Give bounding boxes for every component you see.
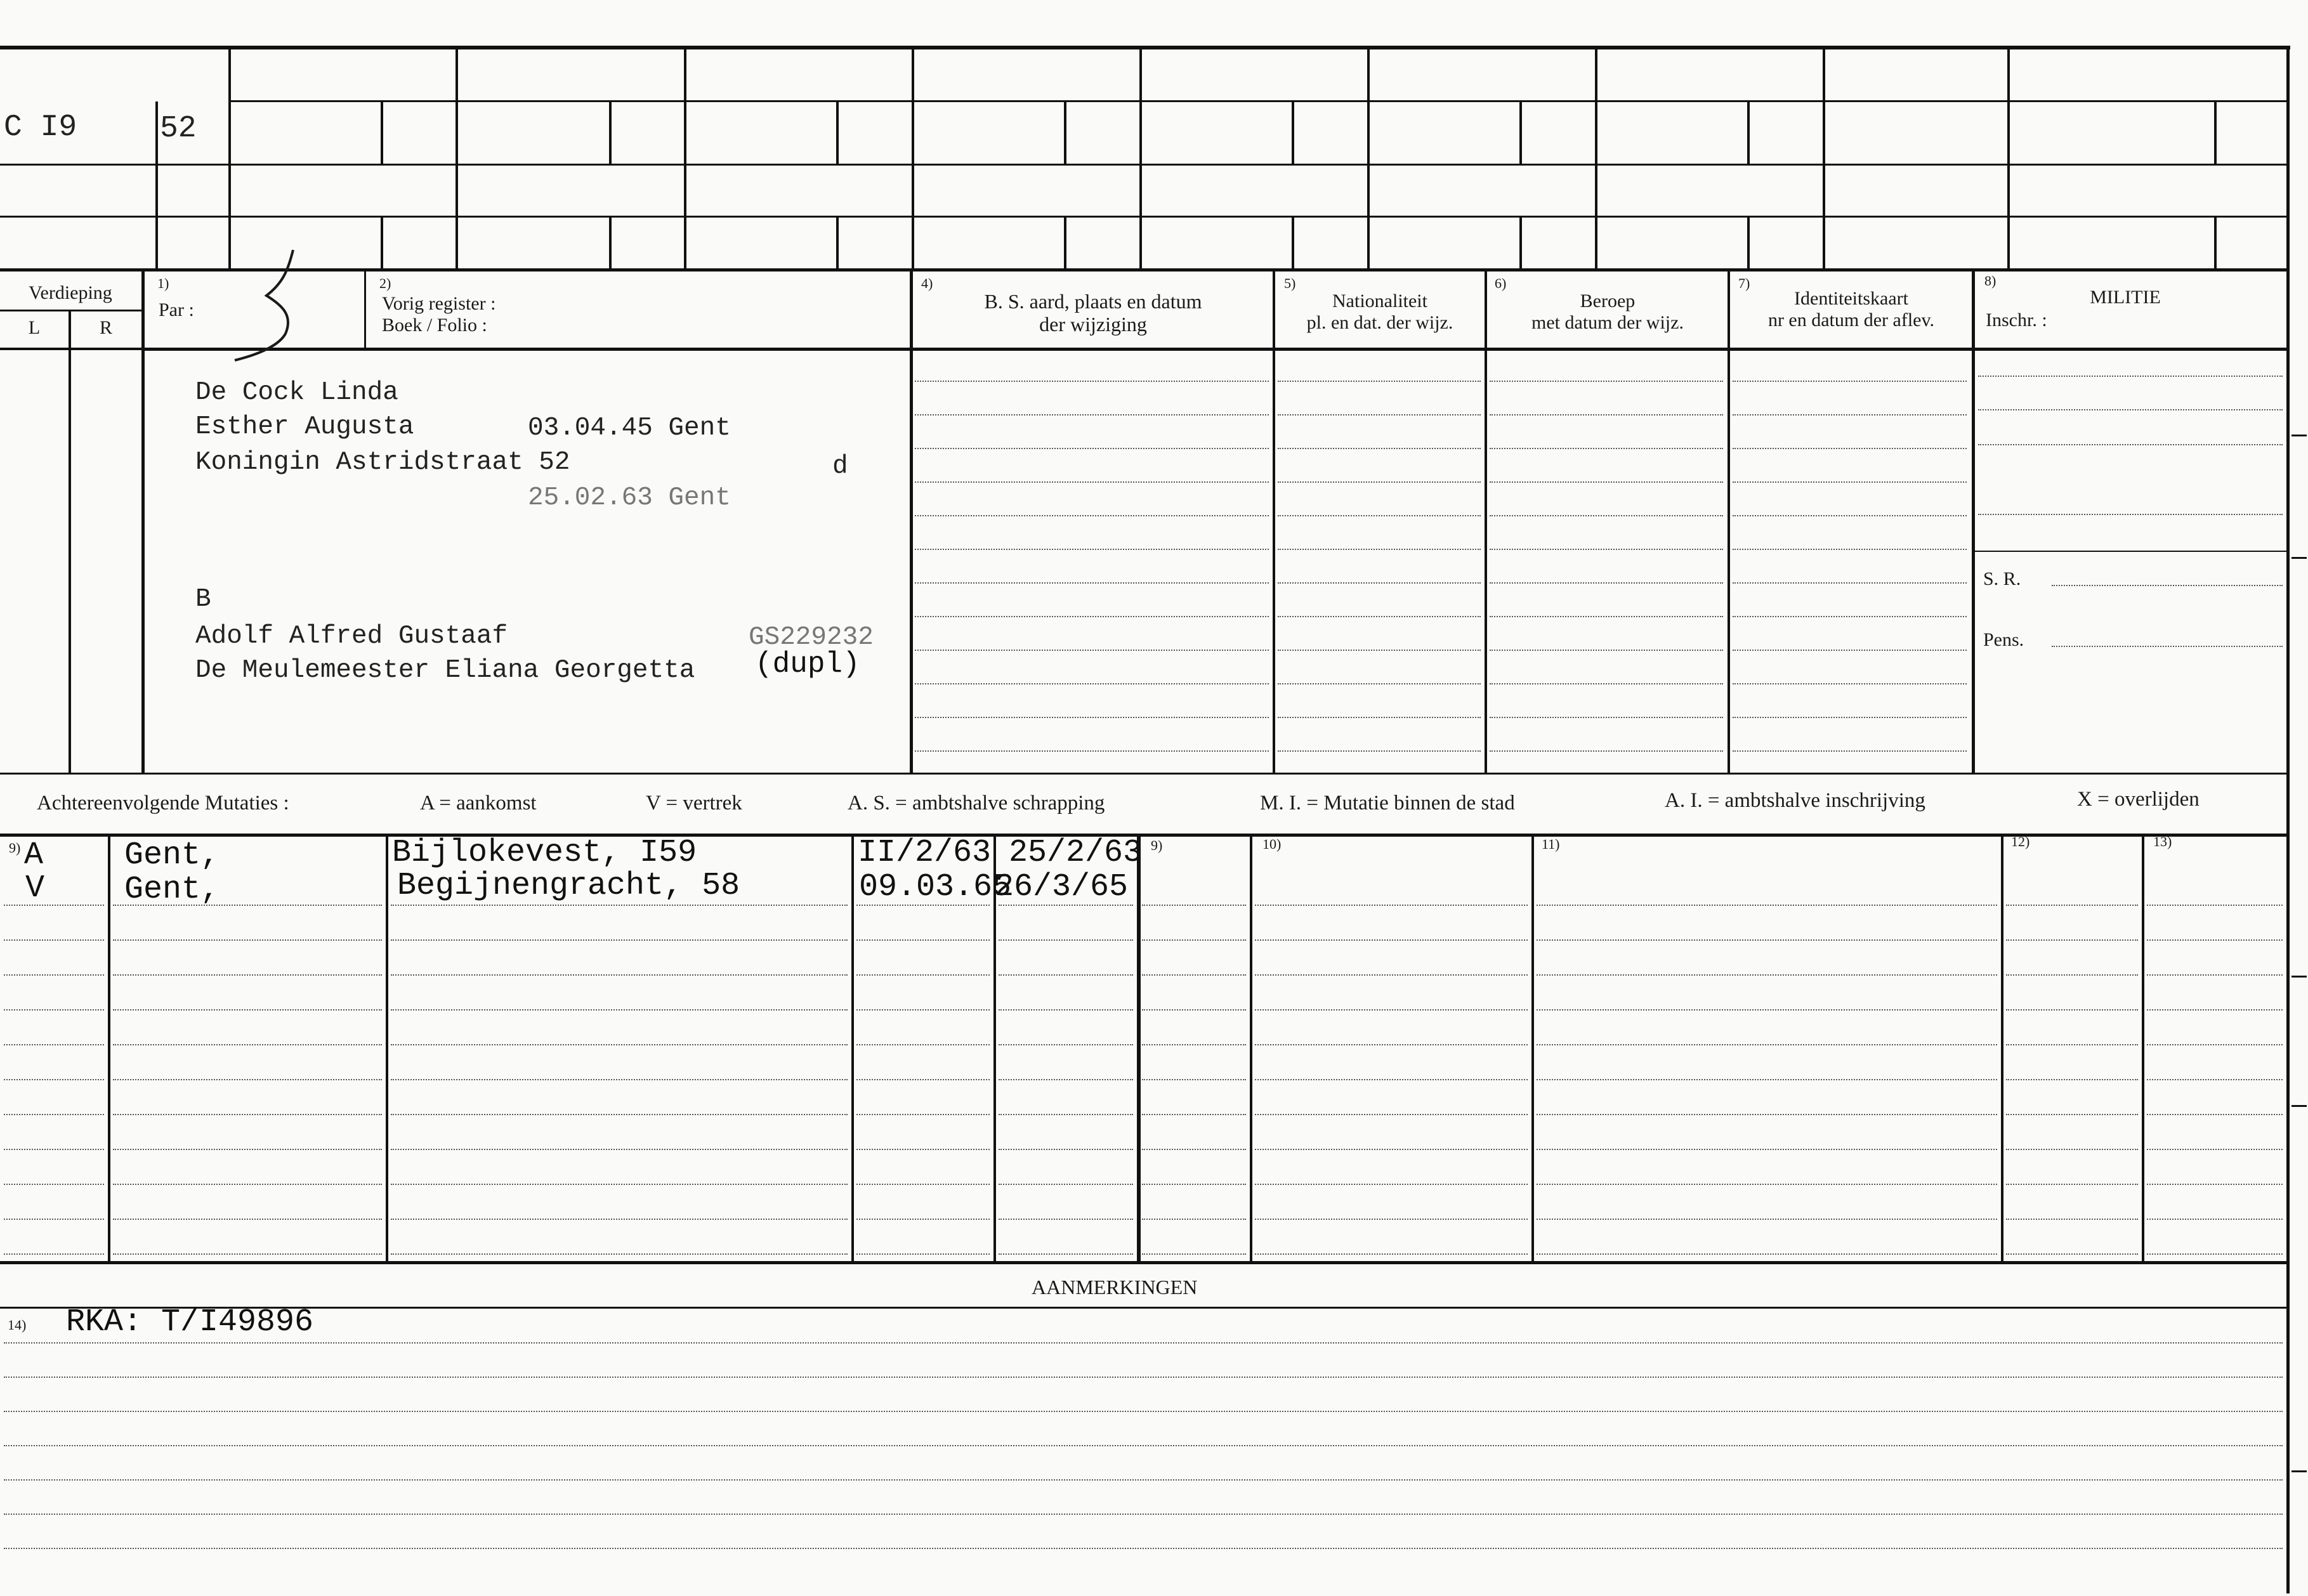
grid-line (1292, 217, 1294, 270)
dotted-line (1733, 381, 1967, 382)
dotted-line (2006, 1149, 2138, 1150)
dotted-line (391, 1044, 848, 1045)
dotted-line (4, 1548, 2283, 1549)
grid-line (1747, 217, 1750, 270)
legend-death: X = overlijden (2077, 788, 2200, 811)
dotted-line (1490, 683, 1723, 684)
dotted-line (4, 1149, 104, 1150)
grid-line (2214, 217, 2217, 270)
grid-line (0, 1261, 2288, 1264)
dotted-line (391, 1184, 848, 1185)
grid-line (69, 310, 71, 774)
dotted-line (1278, 683, 1481, 684)
marker-d: d (832, 452, 848, 481)
dotted-line (113, 1009, 382, 1011)
beroep-header-line1: Beroep (1580, 291, 1636, 311)
dotted-line (113, 1114, 382, 1115)
dotted-line (391, 939, 848, 941)
dotted-line (1255, 1149, 1528, 1150)
dotted-line (4, 1479, 2283, 1481)
dotted-line (113, 1253, 382, 1255)
grid-line (1972, 268, 1975, 774)
col-number: 9) (9, 840, 21, 856)
dotted-line (1255, 974, 1528, 976)
dotted-line (2147, 1184, 2283, 1185)
grid-line (0, 773, 2288, 775)
dotted-line (1490, 515, 1723, 516)
dotted-line (856, 1149, 990, 1150)
grid-line (912, 46, 914, 270)
card-ref-number: 52 (160, 112, 197, 146)
legend-ai: A. I. = ambtshalve inschrijving (1665, 789, 1925, 812)
dotted-line (856, 1044, 990, 1045)
dotted-line (1278, 549, 1481, 550)
dotted-line (915, 549, 1269, 550)
field-number: 6) (1495, 275, 1507, 291)
dotted-line (4, 1514, 2283, 1515)
dotted-line (1142, 1044, 1246, 1045)
dotted-line (2006, 974, 2138, 976)
id-card-header-line2: nr en datum der aflev. (1767, 310, 1935, 330)
dotted-line (915, 650, 1269, 651)
dotted-line (1142, 974, 1246, 976)
sr-label: S. R. (1983, 568, 2021, 589)
dotted-line (113, 1149, 382, 1150)
dotted-line (113, 1079, 382, 1080)
dotted-line (4, 1342, 2283, 1344)
dotted-line (1978, 376, 2283, 377)
dotted-line (1537, 1219, 1997, 1220)
right-border (2286, 46, 2290, 1593)
grid-line (1485, 268, 1487, 774)
edge-mark (2292, 435, 2307, 436)
remarks-text: RKA: T/I49896 (66, 1304, 314, 1340)
dotted-line (391, 1114, 848, 1115)
col-number: 13) (2153, 834, 2172, 849)
dotted-line (915, 515, 1269, 516)
dotted-line (915, 616, 1269, 617)
grid-line (2001, 835, 2003, 1261)
grid-line (141, 268, 145, 774)
dotted-line (113, 1184, 382, 1185)
dotted-line (2006, 905, 2138, 906)
dotted-line (1278, 448, 1481, 449)
legend-as: A. S. = ambtshalve schrapping (848, 792, 1105, 814)
mutation-date1: 09.03.65 (859, 869, 1012, 905)
grid-line (609, 101, 612, 165)
dotted-line (1537, 939, 1997, 941)
dotted-line (1537, 1253, 1997, 1255)
dotted-line (1255, 905, 1528, 906)
grid-line (386, 835, 388, 1261)
grid-line (910, 268, 913, 774)
dotted-line (2147, 1079, 2283, 1080)
grid-line (836, 217, 839, 270)
grid-line (2007, 46, 2010, 270)
grid-line (364, 268, 366, 349)
dotted-line (391, 1009, 848, 1011)
legend-departure: V = vertrek (646, 792, 742, 814)
inschr-label: Inschr. : (1986, 310, 2047, 330)
mutation-date2: 26/3/65 (995, 869, 1129, 905)
dotted-line (2147, 1219, 2283, 1220)
dotted-line (1142, 1253, 1246, 1255)
bs-header-line1: B. S. aard, plaats en datum (984, 290, 1202, 313)
dotted-line (391, 974, 848, 976)
grid-line (1137, 835, 1141, 1261)
dotted-line (856, 974, 990, 976)
dotted-line (4, 1184, 104, 1185)
dotted-line (915, 750, 1269, 752)
par-label: Par : (159, 299, 194, 320)
grid-line (1823, 46, 1825, 270)
grid-line (143, 348, 2288, 351)
bs-header-line2: der wijziging (1039, 313, 1147, 336)
dotted-line (1537, 905, 1997, 906)
dotted-line (1733, 717, 1967, 718)
dotted-line (1278, 515, 1481, 516)
dotted-line (2006, 1009, 2138, 1011)
dotted-line (1255, 939, 1528, 941)
dotted-line (856, 1114, 990, 1115)
card-ref-code: C I9 (4, 110, 77, 145)
dotted-line (2147, 1149, 2283, 1150)
dotted-line (1142, 939, 1246, 941)
legend-mi: M. I. = Mutatie binnen de stad (1260, 792, 1515, 814)
grid-line (1728, 268, 1730, 774)
dotted-line (113, 974, 382, 976)
dotted-line (2147, 1044, 2283, 1045)
dotted-line (1733, 549, 1967, 550)
dotted-line (1255, 1184, 1528, 1185)
dotted-line (915, 381, 1269, 382)
grid-line (1292, 101, 1294, 165)
field-number: 2) (379, 275, 391, 291)
grid-line (2142, 835, 2144, 1261)
dotted-line (999, 1219, 1133, 1220)
dotted-line (999, 1009, 1133, 1011)
dotted-line (1733, 616, 1967, 617)
grid-line (1747, 101, 1750, 165)
dotted-line (1978, 409, 2283, 410)
dotted-line (1255, 1009, 1528, 1011)
dotted-line (1490, 414, 1723, 415)
grid-line (851, 835, 854, 1261)
dotted-line (1733, 481, 1967, 483)
grid-line (1064, 101, 1066, 165)
dotted-line (2147, 974, 2283, 976)
grid-line (684, 46, 686, 270)
dotted-line (1278, 414, 1481, 415)
grid-line (1250, 835, 1252, 1261)
dotted-line (1255, 1253, 1528, 1255)
dotted-line (4, 905, 104, 906)
dotted-line (1142, 1184, 1246, 1185)
mutation-city: Gent, (124, 837, 220, 873)
person-father: Adolf Alfred Gustaaf (195, 622, 508, 651)
dotted-line (391, 1149, 848, 1150)
dotted-line (4, 974, 104, 976)
person-name-line2: Esther Augusta (195, 412, 414, 442)
dotted-line (999, 1253, 1133, 1255)
grid-line (1531, 835, 1534, 1261)
edge-mark (2292, 557, 2307, 559)
dotted-line (4, 1411, 2283, 1412)
person-id-code: GS229232 (749, 623, 874, 652)
grid-line (228, 46, 231, 270)
dupl-marker: (dupl) (755, 648, 860, 681)
person-mother: De Meulemeester Eliana Georgetta (195, 656, 695, 685)
dotted-line (4, 1044, 104, 1045)
grid-line (1064, 217, 1066, 270)
col-number: 10) (1262, 836, 1282, 852)
dotted-line (1278, 481, 1481, 483)
field-number: 4) (921, 275, 933, 291)
field-number: 5) (1284, 275, 1296, 291)
dotted-line (1537, 1149, 1997, 1150)
dotted-line (1142, 1149, 1246, 1150)
grid-line (2214, 101, 2217, 165)
dotted-line (2147, 905, 2283, 906)
nationality-header-line2: pl. en dat. der wijz. (1306, 312, 1453, 333)
grid-line (0, 1307, 2288, 1309)
mutation-city: Gent, (124, 872, 220, 908)
dotted-line (915, 582, 1269, 584)
dotted-line (856, 1009, 990, 1011)
dotted-line (391, 1219, 848, 1220)
dotted-line (1490, 616, 1723, 617)
dotted-line (2147, 1114, 2283, 1115)
grid-line (1139, 46, 1142, 270)
pens-label: Pens. (1983, 629, 2024, 650)
field-number: 1) (157, 275, 169, 291)
dotted-line (1537, 1044, 1997, 1045)
edge-mark (2292, 1470, 2307, 1472)
dotted-line (2147, 1253, 2283, 1255)
dotted-line (856, 1079, 990, 1080)
mutation-type: V (25, 870, 45, 906)
boek-folio-label: Boek / Folio : (382, 315, 487, 336)
dotted-line (856, 1253, 990, 1255)
nationality-header-line1: Nationaliteit (1332, 291, 1427, 311)
grid-line (0, 310, 143, 311)
dotted-line (856, 1184, 990, 1185)
remarks-number: 14) (8, 1317, 27, 1333)
dotted-line (1733, 414, 1967, 415)
beroep-header-line2: met datum der wijz. (1531, 312, 1684, 333)
person-birth: 03.04.45 Gent (528, 414, 731, 443)
vorig-register-label: Vorig register : (382, 293, 496, 314)
dotted-line (1537, 1009, 1997, 1011)
field-number: 8) (1984, 273, 1997, 289)
grid-line (108, 835, 110, 1261)
dotted-line (915, 481, 1269, 483)
grid-line (228, 100, 2288, 102)
dotted-line (4, 1377, 2283, 1378)
dotted-line (2006, 1044, 2138, 1045)
dotted-line (856, 1219, 990, 1220)
dotted-line (1490, 549, 1723, 550)
dotted-line (1978, 514, 2283, 515)
grid-line (381, 101, 383, 165)
dotted-line (1142, 905, 1246, 906)
dotted-line (1733, 650, 1967, 651)
dotted-line (4, 1445, 2283, 1446)
dotted-line (1733, 582, 1967, 584)
dotted-line (1142, 1219, 1246, 1220)
dotted-line (2006, 939, 2138, 941)
dotted-line (4, 1219, 104, 1220)
grid-line (0, 348, 143, 350)
mutation-type: A (24, 837, 44, 873)
dotted-line (1255, 1219, 1528, 1220)
grid-line (1973, 551, 2288, 552)
dotted-line (915, 683, 1269, 684)
id-card-header-line1: Identiteitskaart (1794, 288, 1908, 309)
grid-line (609, 217, 612, 270)
dotted-line (1733, 750, 1967, 752)
dotted-line (1490, 481, 1723, 483)
verdieping-label: Verdieping (29, 282, 112, 303)
grid-line (1367, 46, 1370, 270)
dotted-line (999, 1114, 1133, 1115)
dotted-line (1733, 515, 1967, 516)
col-number: 11) (1542, 836, 1560, 852)
field-number: 7) (1738, 275, 1750, 291)
dotted-line (2052, 646, 2283, 647)
person-date2: 25.02.63 Gent (528, 483, 731, 513)
dotted-line (1490, 448, 1723, 449)
dotted-line (4, 1114, 104, 1115)
edge-mark (2292, 976, 2307, 978)
grid-line (0, 216, 2288, 218)
dotted-line (1278, 582, 1481, 584)
dotted-line (1490, 650, 1723, 651)
grid-line (1519, 217, 1522, 270)
dotted-line (2052, 585, 2283, 586)
dotted-line (1255, 1079, 1528, 1080)
floor-left-label: L (28, 317, 41, 338)
dotted-line (2006, 1219, 2138, 1220)
dotted-line (391, 905, 848, 906)
dotted-line (1537, 974, 1997, 976)
dotted-line (2006, 1079, 2138, 1080)
legend-arrival: A = aankomst (420, 792, 537, 814)
col-number: 9) (1151, 837, 1163, 853)
dotted-line (1278, 717, 1481, 718)
grid-line (1273, 268, 1275, 774)
dotted-line (4, 1009, 104, 1011)
person-name-line1: De Cock Linda (195, 378, 398, 407)
dotted-line (2006, 1114, 2138, 1115)
dotted-line (2147, 939, 2283, 941)
dotted-line (999, 1079, 1133, 1080)
grid-line (456, 46, 458, 270)
floor-right-label: R (99, 317, 112, 338)
dotted-line (999, 1184, 1133, 1185)
dotted-line (915, 717, 1269, 718)
dotted-line (391, 1079, 848, 1080)
dotted-line (4, 1253, 104, 1255)
dotted-line (999, 1149, 1133, 1150)
grid-line (0, 164, 2288, 166)
dotted-line (1733, 683, 1967, 684)
dotted-line (1537, 1114, 1997, 1115)
dotted-line (4, 939, 104, 941)
dotted-line (1733, 448, 1967, 449)
dotted-line (1278, 750, 1481, 752)
grid-line (0, 268, 2288, 271)
mutation-date2: 25/2/63 (1009, 835, 1143, 871)
dotted-line (2006, 1184, 2138, 1185)
dotted-line (999, 939, 1133, 941)
dotted-line (1537, 1079, 1997, 1080)
dotted-line (999, 1044, 1133, 1045)
dotted-line (1142, 1009, 1246, 1011)
dotted-line (2006, 1253, 2138, 1255)
dotted-line (1490, 582, 1723, 584)
col-number: 12) (2011, 834, 2030, 849)
legend-title: Achtereenvolgende Mutaties : (37, 792, 289, 814)
dotted-line (113, 1044, 382, 1045)
dotted-line (113, 1219, 382, 1220)
dotted-line (4, 1079, 104, 1080)
dotted-line (856, 939, 990, 941)
dotted-line (915, 448, 1269, 449)
dotted-line (113, 939, 382, 941)
mutation-street: Begijnengracht, 58 (397, 868, 740, 904)
dotted-line (1978, 444, 2283, 445)
grid-line (0, 834, 2288, 837)
grid-line (155, 101, 158, 270)
handwritten-mark (222, 245, 311, 365)
marker-b: B (195, 585, 211, 614)
grid-line (836, 101, 839, 165)
dotted-line (1255, 1114, 1528, 1115)
mutation-street: Bijlokevest, I59 (392, 835, 697, 871)
dotted-line (1142, 1079, 1246, 1080)
dotted-line (1278, 616, 1481, 617)
mutation-date1: II/2/63 (858, 835, 992, 871)
dotted-line (1142, 1114, 1246, 1115)
top-border (0, 46, 2290, 49)
dotted-line (915, 414, 1269, 415)
grid-line (1519, 101, 1522, 165)
dotted-line (1490, 381, 1723, 382)
militie-header: MILITIE (2090, 287, 2161, 308)
remarks-title: AANMERKINGEN (1032, 1276, 1198, 1298)
person-address: Koningin Astridstraat 52 (195, 448, 570, 477)
edge-mark (2292, 1105, 2307, 1107)
dotted-line (2147, 1009, 2283, 1011)
dotted-line (1490, 750, 1723, 752)
dotted-line (1255, 1044, 1528, 1045)
dotted-line (1278, 650, 1481, 651)
grid-line (1595, 46, 1597, 270)
dotted-line (1537, 1184, 1997, 1185)
dotted-line (1278, 381, 1481, 382)
dotted-line (1490, 717, 1723, 718)
dotted-line (391, 1253, 848, 1255)
grid-line (381, 217, 383, 270)
dotted-line (999, 974, 1133, 976)
